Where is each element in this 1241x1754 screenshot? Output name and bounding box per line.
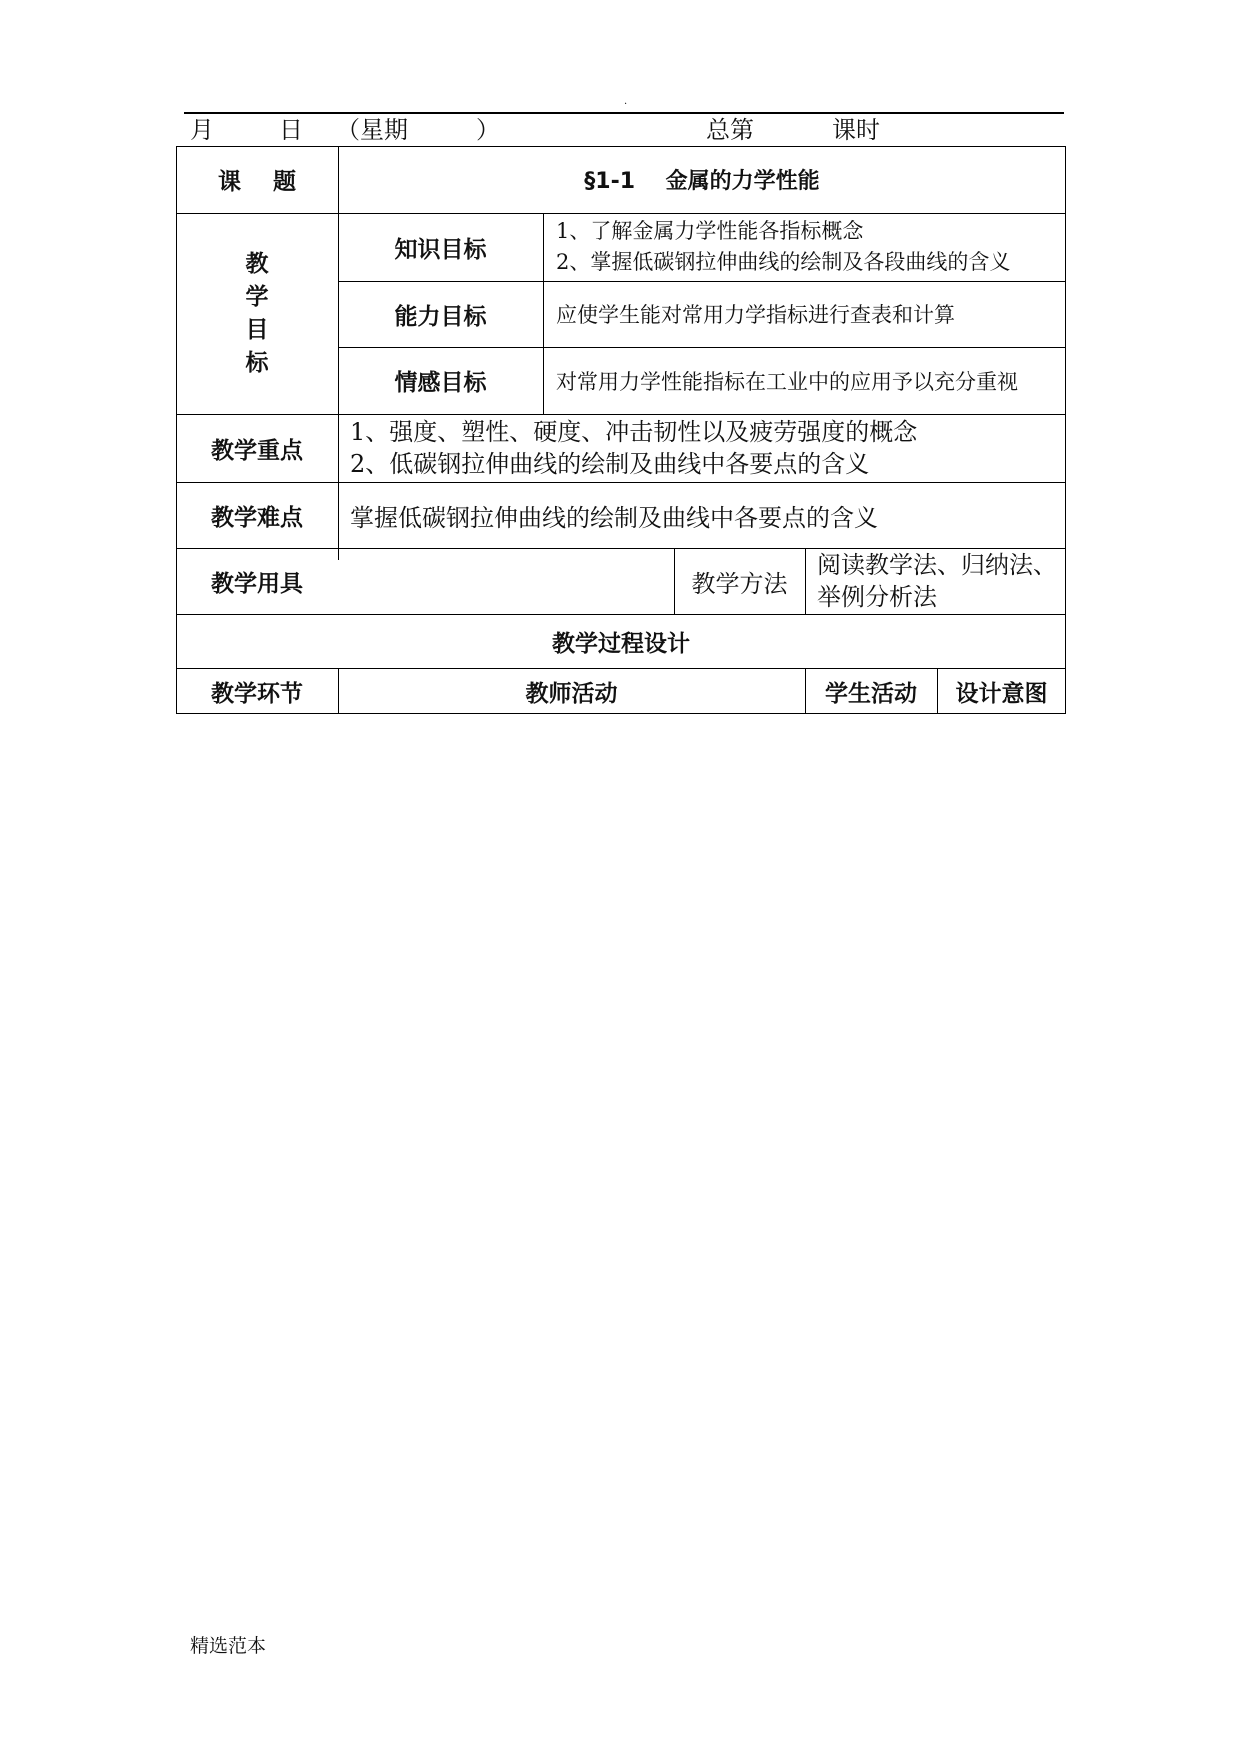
page-marker-dot: . [624, 96, 628, 107]
header-weekday-open: （星期 [336, 116, 408, 144]
topic-value: §1-1 金属的力学性能 [584, 169, 820, 194]
header-total: 总第 [706, 116, 754, 144]
column-header: 学生活动 [825, 680, 917, 707]
method-label: 教学方法 [691, 569, 788, 598]
header-month: 月 [190, 116, 214, 144]
header-day: 日 [279, 116, 303, 144]
goals-label-char: 标 [245, 349, 269, 376]
knowledge-item: 1、了解金属力学性能各指标概念 [556, 219, 864, 243]
column-header: 教师活动 [525, 680, 618, 707]
topic-label: 课 题 [217, 169, 297, 195]
method-item: 阅读教学法、归纳法、 [817, 551, 1057, 579]
difficulty-value: 掌握低碳钢拉伸曲线的绘制及曲线中各要点的含义 [350, 503, 878, 532]
emotion-value: 对常用力学性能指标在工业中的应用予以充分重视 [556, 369, 1018, 394]
process-title: 教学过程设计 [552, 630, 690, 657]
key-label: 教学重点 [211, 437, 303, 464]
tools-value [338, 548, 674, 614]
header-weekday-close: ） [476, 116, 500, 144]
ability-value: 应使学生能对常用力学指标进行查表和计算 [556, 303, 955, 327]
ability-label: 能力目标 [394, 303, 487, 330]
goals-label-char: 学 [245, 283, 269, 310]
key-value [338, 414, 1066, 482]
method-item: 举例分析法 [817, 583, 937, 611]
goals-label [176, 213, 338, 414]
goals-label-char: 目 [245, 316, 269, 343]
goals-label-char: 教 [245, 250, 269, 277]
page-footer: 精选范本 [190, 1635, 267, 1657]
key-item: 2、低碳钢拉伸曲线的绘制及曲线中各要点的含义 [350, 450, 870, 478]
knowledge-label: 知识目标 [394, 236, 487, 263]
column-header: 设计意图 [955, 680, 1048, 707]
header-rule [184, 112, 1064, 114]
difficulty-label: 教学难点 [211, 504, 303, 531]
key-item: 1、强度、塑性、硬度、冲击韧性以及疲劳强度的概念 [350, 418, 918, 446]
tools-label: 教学用具 [211, 570, 303, 597]
emotion-label: 情感目标 [394, 370, 487, 396]
column-header: 教学环节 [211, 680, 303, 707]
header-lesson: 课时 [832, 116, 880, 144]
method-value [805, 548, 1066, 614]
knowledge-item: 2、掌握低碳钢拉伸曲线的绘制及各段曲线的含义 [556, 250, 1011, 274]
knowledge-value [543, 213, 1066, 281]
